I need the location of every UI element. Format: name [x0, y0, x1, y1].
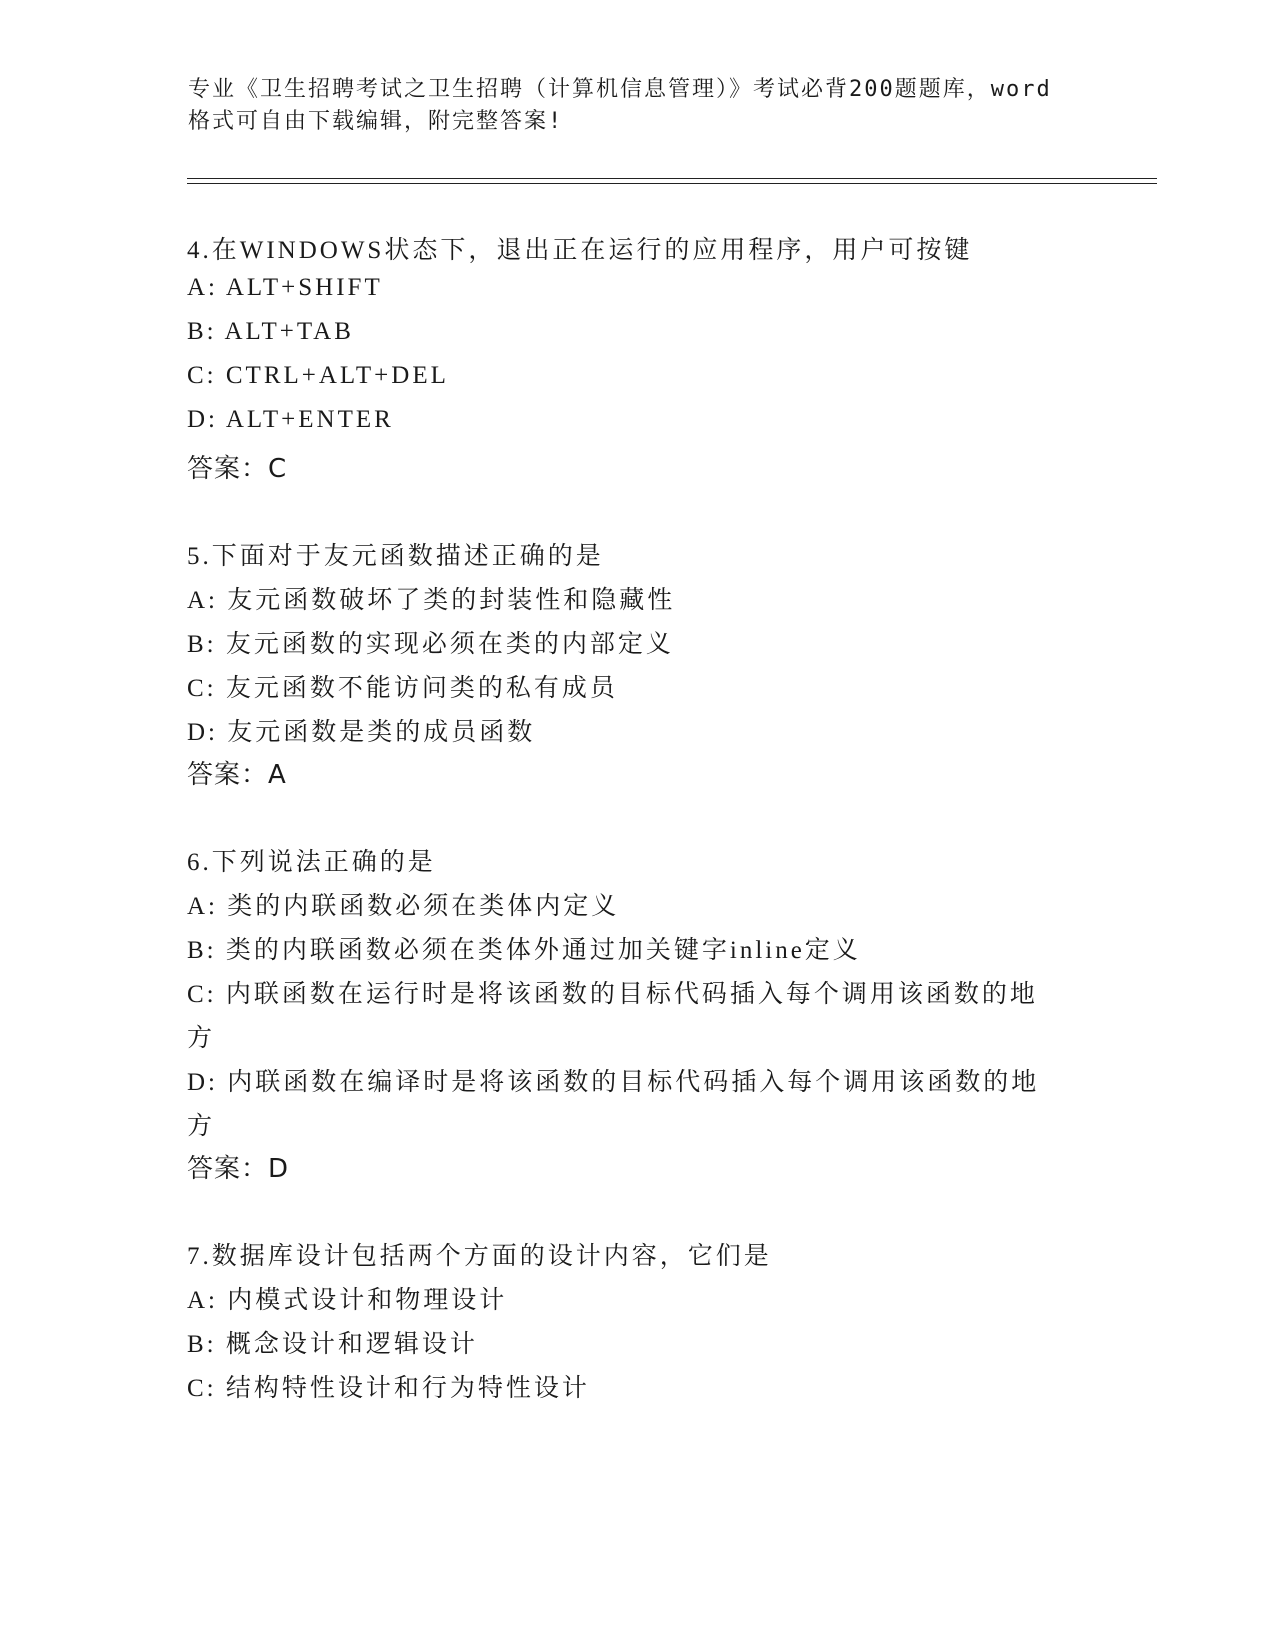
header-divider-bottom	[187, 183, 1157, 184]
question-5-answer: 答案：A	[187, 760, 287, 790]
question-5-option-b: B: 友元函数的实现必须在类的内部定义	[187, 631, 674, 658]
header-line-1: 专业《卫生招聘考试之卫生招聘（计算机信息管理）》考试必背200题题库，word	[188, 77, 1052, 102]
question-7-stem: 7.数据库设计包括两个方面的设计内容，它们是	[187, 1243, 772, 1270]
header-line-2: 格式可自由下载编辑，附完整答案!	[188, 109, 564, 134]
question-7-option-b: B: 概念设计和逻辑设计	[187, 1331, 478, 1358]
question-6-option-c-wrap: 方	[187, 1025, 216, 1052]
question-4-option-b: B: ALT+TAB	[187, 318, 354, 345]
question-5-option-d: D: 友元函数是类的成员函数	[187, 719, 536, 746]
header-divider-top	[187, 178, 1157, 179]
question-6-stem: 6.下列说法正确的是	[187, 849, 436, 876]
question-7-option-c: C: 结构特性设计和行为特性设计	[187, 1375, 590, 1402]
question-5-option-a: A: 友元函数破坏了类的封装性和隐藏性	[187, 587, 676, 614]
question-5-stem: 5.下面对于友元函数描述正确的是	[187, 543, 604, 570]
question-4-answer: 答案：C	[187, 454, 288, 484]
question-4-option-c: C: CTRL+ALT+DEL	[187, 362, 449, 389]
question-5-option-c: C: 友元函数不能访问类的私有成员	[187, 675, 618, 702]
question-6-option-d: D: 内联函数在编译时是将该函数的目标代码插入每个调用该函数的地	[187, 1069, 1040, 1096]
question-6-option-b: B: 类的内联函数必须在类体外通过加关键字inline定义	[187, 937, 861, 964]
question-6-answer: 答案：D	[187, 1154, 290, 1184]
question-6-option-a: A: 类的内联函数必须在类体内定义	[187, 893, 620, 920]
question-7-option-a: A: 内模式设计和物理设计	[187, 1287, 508, 1314]
question-6-option-d-wrap: 方	[187, 1113, 216, 1140]
question-4-option-a: A: ALT+SHIFT	[187, 274, 383, 301]
question-4-option-d: D: ALT+ENTER	[187, 406, 394, 433]
question-4-stem: 4.在WINDOWS状态下，退出正在运行的应用程序，用户可按键	[187, 237, 973, 264]
document-header	[188, 74, 1088, 138]
question-6-option-c: C: 内联函数在运行时是将该函数的目标代码插入每个调用该函数的地	[187, 981, 1038, 1008]
